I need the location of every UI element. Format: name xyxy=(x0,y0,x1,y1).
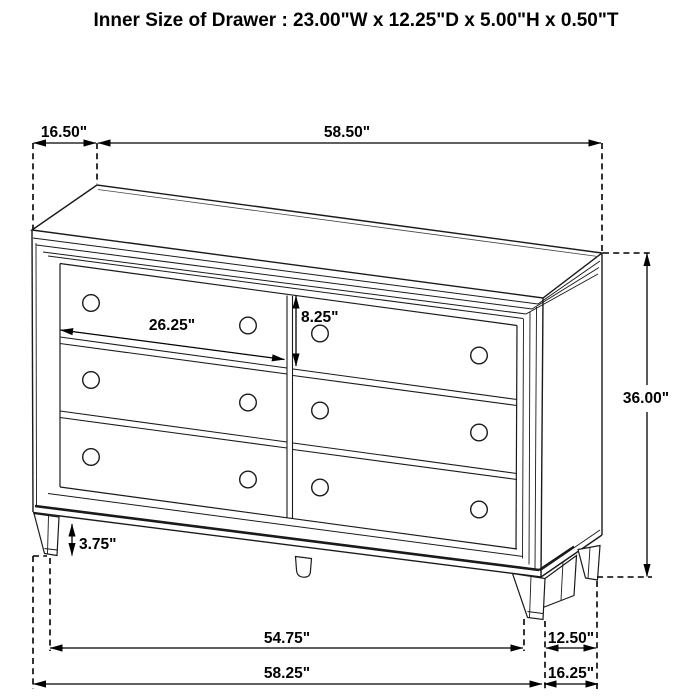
drawer-knob xyxy=(312,325,329,342)
drawer-divider xyxy=(287,296,293,519)
dim-label-leg-height: 3.75" xyxy=(79,536,117,553)
drawer-knob xyxy=(471,501,488,518)
drawer-knob xyxy=(240,317,257,334)
page-title: Inner Size of Drawer : 23.00"W x 12.25"D x 5.00"H x 0.50"T xyxy=(93,10,619,31)
center-front-leg xyxy=(296,557,312,578)
drawer-gaps-left xyxy=(60,337,287,448)
dim-label-drawer-width: 26.25" xyxy=(148,317,196,334)
dresser-drawing xyxy=(32,185,602,620)
drawer-knob xyxy=(83,372,100,389)
drawer-knob xyxy=(312,402,329,419)
dim-label-top-depth: 16.50" xyxy=(40,124,88,141)
dim-label-overall-height: 36.00" xyxy=(622,390,670,407)
drawer-knob xyxy=(312,479,329,496)
dim-label-top-width: 58.50" xyxy=(323,124,371,141)
drawer-knob xyxy=(240,394,257,411)
drawer-knob xyxy=(471,424,488,441)
front-left-leg xyxy=(34,514,59,556)
dim-label-base-depth-side: 16.25" xyxy=(547,665,595,682)
dim-label-drawer-height: 8.25" xyxy=(301,309,339,326)
front-right-corner xyxy=(516,298,543,577)
drawer-knob xyxy=(83,295,100,312)
drawer-gaps-right xyxy=(293,369,517,480)
dim-label-base-width-front: 58.25" xyxy=(263,665,311,682)
drawer-knob xyxy=(83,449,100,466)
dim-label-leg-span-side: 12.50" xyxy=(547,630,595,647)
drawer-knob xyxy=(240,471,257,488)
front-right-leg xyxy=(513,574,546,620)
dim-label-leg-span-front: 54.75" xyxy=(263,630,311,647)
drawer-opening-frame xyxy=(60,264,517,550)
drawer-knobs xyxy=(83,295,488,518)
drawer-knob xyxy=(471,347,488,364)
